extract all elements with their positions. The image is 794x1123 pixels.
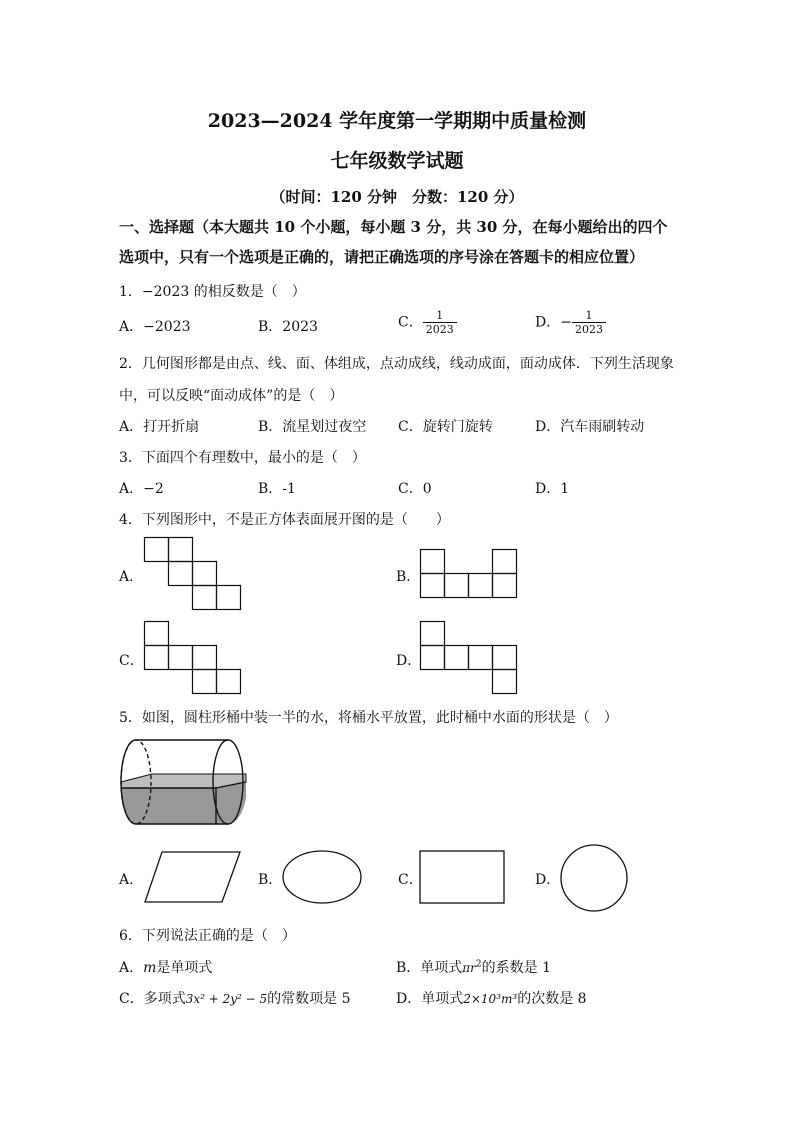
q4-option-c-label: C．: [119, 653, 144, 669]
q2-option-b: B．流星划过夜空: [258, 419, 367, 435]
q4-option-d-label: D．: [396, 653, 422, 669]
q6-d-label: D．单项式: [396, 991, 464, 1007]
q2-option-a: A．打开折扇: [119, 419, 200, 435]
q6-b-text: 的系数是 1: [481, 960, 552, 976]
q6-option-d: [396, 988, 587, 1008]
q4-net-d: [420, 621, 520, 695]
q6-a-text: 是单项式: [156, 960, 213, 976]
q1-c-fraction: [423, 309, 457, 336]
q6-b-expr: πr: [462, 961, 476, 975]
q1-a-value: −2023: [143, 319, 191, 335]
half-full-cylinder-figure: [118, 738, 250, 828]
q5-circle-shape: [559, 843, 629, 913]
q4-stem: 4．下列图形中，不是正方体表面展开图的是（ ）: [119, 512, 450, 528]
q6-option-a: [119, 957, 212, 977]
q1-a-label: A．: [119, 319, 144, 335]
q2-stem-line2: 中，可以反映“面动成体”的是（ ）: [119, 388, 344, 404]
q1-d-fraction: [572, 309, 606, 336]
q6-c-expr: 3x² + 2y² − 5: [185, 992, 268, 1006]
q1-d-label: D．: [535, 314, 561, 331]
q6-b-label: B．单项式: [396, 960, 463, 976]
q6-a-label: A．: [119, 960, 144, 976]
q3-option-a: A．−2: [119, 481, 164, 497]
exam-info: （时间：120 分钟 分数：120 分）: [270, 188, 524, 206]
q5-option-d-label: D．: [535, 872, 561, 888]
q6-option-b: [396, 957, 551, 977]
q1-c-label: C．: [398, 314, 423, 331]
q6-b-exp: 2: [475, 959, 482, 970]
q6-a-var: m: [143, 960, 157, 976]
q1-option-c: [398, 309, 457, 336]
q1-d-sign: −: [560, 314, 572, 331]
q1-c-den: 2023: [425, 323, 454, 336]
q1-d-num: 1: [572, 309, 606, 323]
q5-option-c-label: C．: [398, 872, 423, 888]
section-heading-line2: 选项中，只有一个选项是正确的，请把正确选项的序号涂在答题卡的相应位置）: [119, 248, 645, 266]
q5-stem: 5．如图，圆柱形桶中装一半的水，将桶水平放置，此时桶中水面的形状是（ ）: [119, 710, 618, 726]
q3-stem: 3．下面四个有理数中，最小的是（ ）: [119, 450, 366, 466]
q4-net-a: [144, 537, 244, 611]
q1-c-num: 1: [423, 309, 457, 323]
q1-stem: 1．−2023 的相反数是（ ）: [119, 284, 306, 300]
q6-c-text: 的常数项是 5: [267, 991, 351, 1007]
q2-option-d: D．汽车雨刷转动: [535, 419, 645, 435]
page-title: 2023—2024 学年度第一学期期中质量检测: [207, 110, 587, 132]
q1-option-d: [535, 309, 606, 336]
page-subtitle: 七年级数学试题: [330, 150, 464, 172]
q1-b-label: B．: [258, 319, 283, 335]
q6-option-c: [119, 988, 351, 1008]
q1-b-value: 2023: [282, 319, 318, 335]
q4-net-c: [144, 621, 244, 695]
q3-option-b: B．-1: [258, 481, 296, 497]
q4-option-b-label: B．: [396, 569, 421, 585]
q5-parallelogram-shape: [144, 851, 242, 903]
q3-option-c: C．0: [398, 481, 432, 497]
q4-option-a-label: A．: [119, 569, 144, 585]
q1-d-den: 2023: [574, 323, 603, 336]
q5-option-b-label: B．: [258, 872, 283, 888]
q2-stem-line1: 2．几何图形都是由点、线、面、体组成，点动成线，线动成面，面动成体．下列生活现象: [119, 356, 674, 372]
q5-rectangle-shape: [419, 850, 505, 904]
q6-d-expr: 2×10³m³: [463, 992, 518, 1006]
q6-c-label: C．多项式: [119, 991, 186, 1007]
section-heading-line1: 一、选择题（本大题共 10 个小题，每小题 3 分，共 30 分，在每小题给出的四个: [119, 218, 668, 236]
q1-option-b: [258, 316, 318, 336]
q6-stem: 6．下列说法正确的是（ ）: [119, 928, 296, 944]
q6-d-text: 的次数是 8: [517, 991, 587, 1007]
q5-option-a-label: A．: [119, 872, 144, 888]
q5-ellipse-shape: [281, 849, 363, 905]
q2-option-c: C．旋转门旋转: [398, 419, 493, 435]
q4-net-b: [420, 549, 520, 599]
q1-option-a: [119, 316, 190, 336]
q3-option-d: D．1: [535, 481, 570, 497]
